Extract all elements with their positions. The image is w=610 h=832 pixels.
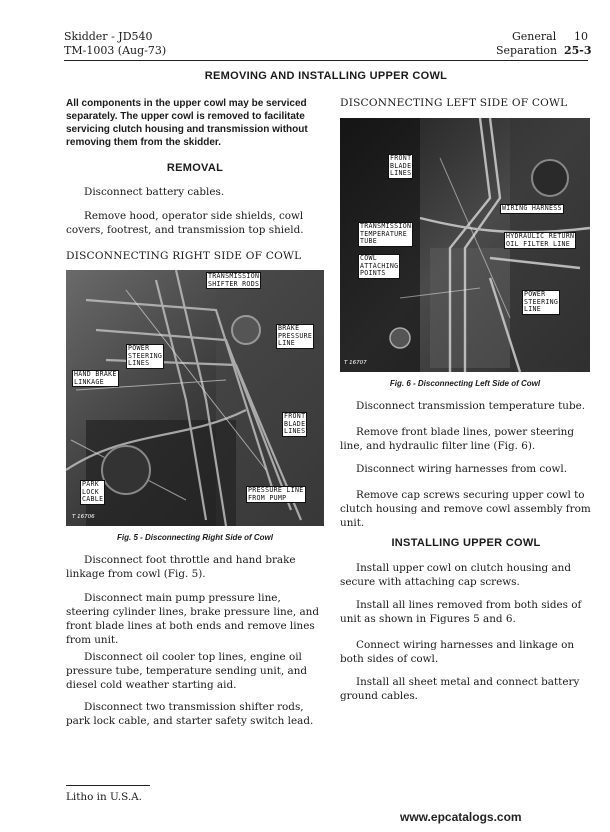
fig6-photo [340, 118, 590, 372]
fig6-label-hydraulic-return: HYDRAULIC RETURN OIL FILTER LINE [506, 232, 575, 248]
right-para-2: Remove front blade lines, power steering line, and hydraulic filter line (Fig. 6). [340, 426, 575, 452]
subhead-left-side: DISCONNECTING LEFT SIDE OF COWL [340, 97, 568, 109]
fig5-tag: T 16706 [72, 514, 95, 520]
fig5-caption: Fig. 5 - Disconnecting Right Side of Cowl [117, 533, 273, 542]
header-left-line2: TM-1003 (Aug-73) [64, 44, 167, 57]
fig6-label-power-steering: POWER STEERING LINE [524, 290, 559, 314]
right-para-6: Install all lines removed from both sides of unit as shown in Figures 5 and 6. [340, 599, 582, 625]
right-para-5: Install upper cowl on clutch housing and secure with attaching cap screws. [340, 562, 572, 588]
watermark-link[interactable]: www.epcatalogs.com [400, 810, 522, 824]
fig5-label-park-lock: PARK LOCK CABLE [82, 480, 104, 504]
footer-rule [66, 785, 150, 786]
left-para-2: Remove hood, operator side shields, cowl covers, footrest, and transmission top shield. [66, 210, 304, 236]
installing-heading: INSTALLING UPPER COWL [391, 537, 541, 549]
page-title: REMOVING AND INSTALLING UPPER COWL [204, 70, 448, 82]
removal-heading: REMOVAL [166, 162, 224, 174]
right-para-7: Connect wiring harnesses and linkage on both sides of cowl. [340, 639, 575, 665]
left-para-3: Disconnect foot throttle and hand brake linkage from cowl (Fig. 5). [66, 554, 296, 580]
fig5-label-power-steering: POWER STEERING LINES [128, 344, 163, 368]
fig6-label-cowl-attaching: COWL ATTACHING POINTS [360, 254, 399, 278]
fig6-caption: Fig. 6 - Disconnecting Left Side of Cowl [389, 379, 541, 388]
fig5-label-front-blade: FRONT BLADE LINES [284, 412, 306, 436]
fig6-tag: T 16707 [344, 360, 367, 366]
fig6-label-front-blade: FRONT BLADE LINES [390, 154, 412, 178]
header-right-section: General [512, 30, 557, 43]
subhead-right-side: DISCONNECTING RIGHT SIDE OF COWL [66, 250, 302, 262]
fig5-photo [66, 270, 324, 526]
fig5-label-hand-brake: HAND BRAKE LINKAGE [74, 370, 117, 386]
fig6-label-wiring-harness: WIRING HARNESS [502, 204, 562, 212]
header-right-sub: Separation [496, 44, 558, 57]
intro-paragraph: All components in the upper cowl may be serviced separately. The upper cowl is removed to facilitate servicing clutch housing and transmission without removing them from the skidder. [66, 98, 308, 148]
left-para-5: Disconnect oil cooler top lines, engine oil pressure tube, temperature sending unit, and diesel cold weather starting aid. [66, 651, 308, 691]
right-para-1: Disconnect transmission temperature tube. [356, 400, 586, 412]
fig5-label-brake-pressure: BRAKE PRESSURE LINE [278, 324, 313, 348]
fig5-label-pressure-line: PRESSURE LINE FROM PUMP [248, 486, 304, 502]
left-para-1: Disconnect battery cables. [84, 186, 225, 198]
footer-litho: Litho in U.S.A. [66, 791, 142, 803]
left-para-4: Disconnect main pump pressure line, steering cylinder lines, brake pressure line, and front blade lines at both ends and remove lines from unit. [66, 592, 320, 646]
header-right-subpage: 25-3 [564, 44, 592, 57]
left-para-6: Disconnect two transmission shifter rods, park lock cable, and starter safety switch lead. [66, 701, 314, 727]
right-para-3: Disconnect wiring harnesses from cowl. [356, 463, 568, 475]
right-para-4: Remove cap screws securing upper cowl to clutch housing and remove cowl assembly from unit. [340, 489, 591, 529]
header-rule [64, 60, 588, 61]
right-para-8: Install all sheet metal and connect battery ground cables. [340, 676, 580, 702]
fig5-label-transmission-shifter: TRANSMISSION SHIFTER RODS [208, 272, 260, 288]
fig6-label-trans-temp: TRANSMISSION TEMPERATURE TUBE [360, 222, 412, 246]
header-left-line1: Skidder - JD540 [64, 30, 153, 43]
header-right-page: 10 [574, 30, 588, 43]
